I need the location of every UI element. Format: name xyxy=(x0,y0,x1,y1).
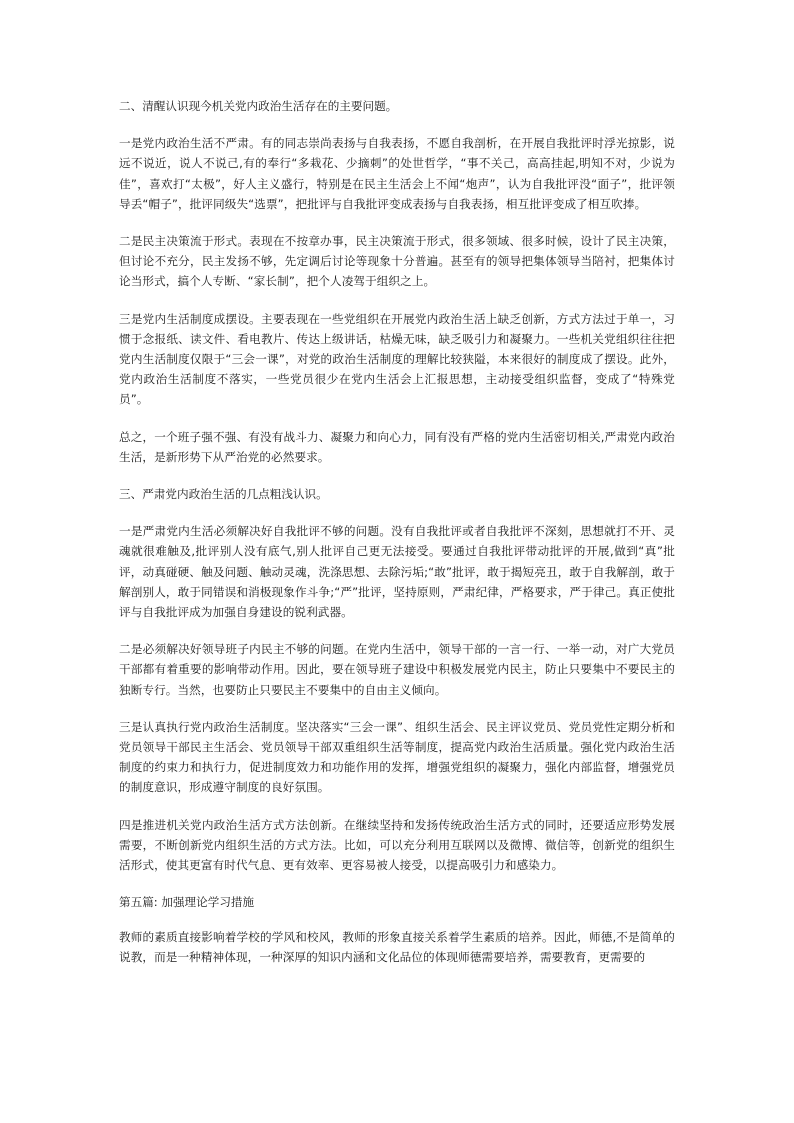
paragraph-summary: 总之，一个班子强不强、有没有战斗力、凝聚力和向心力，同有没有严格的党内生活密切相关,严肃党内政治生活，是新形势下从严治党的必然要求。 xyxy=(119,429,675,464)
section-heading-understanding: 三、严肃党内政治生活的几点粗浅认识。 xyxy=(119,487,328,502)
section-heading-problems: 二、清醒认识现今机关党内政治生活存在的主要问题。 xyxy=(119,99,398,113)
paragraph-implement-system: 三是认真执行党内政治生活制度。坚决落实“三会一课”、组织生活会、民主评议党员、党员党性定期分析和党员领导干部民主生活会、党员领导干部双重组织生活等制度，提高党内政治生活质量。强化党内政治生活制度的约束力和执行力，促进制度效力和功能作用的发挥，增强党组织的凝聚力，强化内部监督，增强党员的制度意识，形成遵守制度的良好氛围。 xyxy=(119,719,675,795)
paragraph-teacher-quality: 教师的素质直接影响着学校的学风和校风，教师的形象直接关系着学生素质的培养。因此，师德,不是简单的说教，而是一种精神体现，一种深厚的知识内涵和文化品位的体现师德需要培养，需要教育，更需要的 xyxy=(119,929,675,964)
chapter-heading-part-five: 第五篇: 加强理论学习措施 xyxy=(119,895,255,910)
document-page xyxy=(119,96,675,984)
paragraph-not-serious: 一是党内政治生活不严肃。有的同志崇尚表扬与自我表扬，不愿自我剖析，在开展自我批评时浮光掠影，说远不说近，说人不说己,有的奉行“多栽花、少摘刺”的处世哲学，“事不关己，高高挂起,明知不对，少说为佳”，喜欢打“太极”，好人主义盛行，特别是在民主生活会上不闻“炮声”，认为自我批评没“面子”，批评领导丢“帽子”，批评同级失“选票”，把批评与自我批评变成表扬与自我表扬，相互批评变成了相互吹捧。 xyxy=(119,136,675,211)
paragraph-self-criticism: 一是严肃党内生活必须解决好自我批评不够的问题。没有自我批评或者自我批评不深刻，思想就打不开、灵魂就很难触及,批评别人没有底气,别人批评自己更无法接受。要通过自我批评带动批评的开展,做到“真”批评，动真碰硬、触及问题、触动灵魂，洗涤思想、去除污垢;“敢”批评，敢于揭短亮丑，敢于自我解剖，敢于解剖别人，敢于同错误和消极现象作斗争;“严”批评，坚持原则，严肃纪律，严格要求，严于律己。真正使批评与自我批评成为加强自身建设的锐利武器。 xyxy=(119,524,675,620)
paragraph-leadership-democracy: 二是必须解决好领导班子内民主不够的问题。在党内生活中，领导干部的一言一行、一举一动，对广大党员干部都有着重要的影响带动作用。因此，要在领导班子建设中积极发展党内民主，防止只要集中不要民主的独断专行。当然，也要防止只要民主不要集中的自由主义倾向。 xyxy=(119,642,675,697)
paragraph-innovation: 四是推进机关党内政治生活方式方法创新。在继续坚持和发扬传统政治生活方式的同时，还要适应形势发展需要，不断创新党内组织生活的方式方法。比如，可以充分利用互联网以及微博、微信等，创新党的组织生活形式，使其更富有时代气息、更有效率、更容易被人接受，以提高吸引力和感染力。 xyxy=(119,817,675,873)
paragraph-system-formality: 三是党内生活制度成摆设。主要表现在一些党组织在开展党内政治生活上缺乏创新，方式方法过于单一，习惯于念报纸、读文件、看电教片、传达上级讲话，枯燥无味，缺乏吸引力和凝聚力。一些机关党组织往往把党内生活制度仅限于“三会一课”，对党的政治生活制度的理解比较狭隘，本来很好的制度成了摆设。此外，党内政治生活制度不落实，一些党员很少在党内生活会上汇报思想，主动接受组织监督，变成了“特殊党员”。 xyxy=(119,311,675,407)
paragraph-democratic-decision: 二是民主决策流于形式。表现在不按章办事，民主决策流于形式，很多领域、很多时候，设计了民主决策，但讨论不充分，民主发扬不够，先定调后讨论等现象十分普遍。甚至有的领导把集体领导当陪衬，把集体讨论当形式，搞个人专断、“家长制”，把个人凌驾于组织之上。 xyxy=(119,234,675,289)
